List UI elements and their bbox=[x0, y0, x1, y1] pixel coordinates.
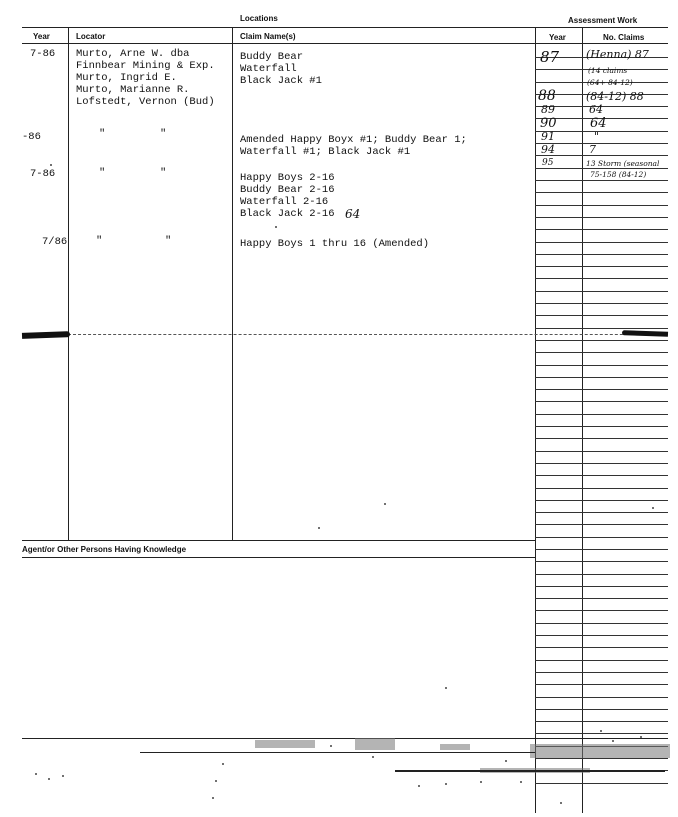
assessment-row-10-claims: 75-158 (84-12) bbox=[590, 170, 647, 179]
assessment-row-line bbox=[535, 586, 668, 587]
assessment-row-5-year: 89 bbox=[541, 103, 555, 116]
scan-speck bbox=[652, 507, 654, 509]
assessment-row-line bbox=[535, 549, 668, 550]
assessment-row-line bbox=[535, 389, 668, 390]
entry-2-claim-2: Waterfall #1; Black Jack #1 bbox=[240, 146, 411, 158]
entry-1-claim-1: Buddy Bear bbox=[240, 51, 304, 63]
assessment-row-line bbox=[535, 266, 668, 267]
entry-3-year: 7-86 bbox=[30, 168, 56, 180]
assessment-row-line bbox=[535, 192, 668, 193]
entry-1-locator-line-3: Murto, Ingrid E. bbox=[76, 72, 177, 84]
scan-speck bbox=[560, 802, 562, 804]
scan-speck bbox=[440, 744, 470, 750]
assessment-row-line bbox=[535, 574, 668, 575]
year-column-header: Year bbox=[33, 32, 50, 41]
assessment-year-claims-divider bbox=[582, 27, 583, 813]
assessment-row-line bbox=[535, 180, 668, 181]
scan-speck bbox=[384, 503, 386, 505]
scan-speck bbox=[318, 527, 320, 529]
entry-2-year: -86 bbox=[22, 131, 41, 143]
entry-1-locator-line-5: Lofstedt, Vernon (Bud) bbox=[76, 96, 215, 108]
entry-1-locator-line-2: Finnbear Mining & Exp. bbox=[76, 60, 215, 72]
assessment-row-8-year: 94 bbox=[541, 143, 555, 156]
assessment-row-line bbox=[535, 635, 668, 636]
scan-speck bbox=[215, 780, 217, 782]
scan-speck bbox=[445, 687, 447, 689]
entry-2-claim-1: Amended Happy Boyx #1; Buddy Bear 1; bbox=[240, 134, 467, 146]
assessment-row-line bbox=[535, 598, 668, 599]
assessment-row-2-claims: (14 claims bbox=[588, 66, 628, 75]
locator-column-header: Locator bbox=[76, 32, 106, 41]
assessment-row-line bbox=[535, 721, 668, 722]
header-bottom-rule bbox=[22, 43, 668, 44]
assessment-row-line bbox=[535, 733, 668, 734]
scan-speck bbox=[520, 781, 522, 783]
assessment-row-line bbox=[535, 414, 668, 415]
assessment-row-9-year: 95 bbox=[542, 158, 554, 168]
assessment-row-line bbox=[535, 475, 668, 476]
scan-speck bbox=[255, 740, 315, 748]
scan-speck bbox=[48, 778, 50, 780]
scan-speck bbox=[275, 226, 277, 228]
assessment-row-line bbox=[535, 242, 668, 243]
entry-3-ditto-a: " bbox=[99, 167, 106, 179]
assessment-row-line bbox=[535, 229, 668, 230]
assessment-row-line bbox=[535, 315, 668, 316]
assessment-row-line bbox=[535, 463, 668, 464]
assessment-row-line bbox=[535, 561, 668, 562]
assessment-row-line bbox=[535, 709, 668, 710]
assessment-row-line bbox=[535, 291, 668, 292]
assessment-row-line bbox=[535, 217, 668, 218]
assessment-row-line bbox=[535, 352, 668, 353]
assessment-row-line bbox=[535, 623, 668, 624]
left-edge-marker bbox=[22, 331, 70, 339]
assessment-row-line bbox=[535, 647, 668, 648]
scan-speck bbox=[212, 797, 214, 799]
scan-speck bbox=[612, 740, 614, 742]
assessment-row-line bbox=[535, 610, 668, 611]
entry-4-ditto-a: " bbox=[96, 235, 103, 247]
assessment-row-line bbox=[535, 205, 668, 206]
claims-assessment-divider bbox=[535, 27, 536, 813]
agent-header-rule bbox=[22, 557, 535, 558]
entry-3-handwritten-note: 64 bbox=[345, 207, 361, 221]
scan-speck bbox=[505, 760, 507, 762]
assessment-row-line bbox=[535, 500, 668, 501]
assessment-row-4-claims: (84-12) 88 bbox=[586, 90, 644, 103]
assessment-row-line bbox=[535, 168, 668, 169]
assessment-row-1-claims: (Henna) 87 bbox=[586, 48, 649, 61]
assessment-row-line bbox=[535, 340, 668, 341]
entry-3-claim-3: Waterfall 2-16 bbox=[240, 196, 329, 208]
locator-claims-divider bbox=[232, 27, 233, 540]
entry-1-claim-2: Waterfall bbox=[240, 63, 297, 75]
assessment-row-line bbox=[535, 365, 668, 366]
scan-speck bbox=[35, 773, 37, 775]
agent-section-header: Agent/or Other Persons Having Knowledge bbox=[22, 545, 187, 554]
scan-speck bbox=[445, 783, 447, 785]
assessment-row-line bbox=[535, 426, 668, 427]
assessment-row-8-claims: 7 bbox=[589, 143, 596, 156]
right-edge-marker bbox=[622, 330, 668, 337]
scan-speck bbox=[600, 730, 602, 732]
locations-section-bottom-rule bbox=[22, 540, 535, 541]
entry-1-year: 7-86 bbox=[30, 48, 56, 60]
year-locator-divider bbox=[68, 27, 69, 540]
entry-1-claim-3: Black Jack #1 bbox=[240, 75, 322, 87]
assessment-row-9-claims: 13 Storm (seasonal bbox=[586, 159, 660, 168]
scan-speck bbox=[395, 770, 665, 772]
assessment-row-6-claims: 64 bbox=[590, 116, 607, 131]
entry-4-ditto-b: " bbox=[165, 235, 172, 247]
entry-2-ditto-a: " bbox=[99, 128, 106, 140]
assessment-row-line bbox=[535, 278, 668, 279]
entry-1-locator-line-1: Murto, Arne W. dba bbox=[76, 48, 190, 60]
section-dashed-divider bbox=[68, 334, 668, 335]
assessment-row-line bbox=[535, 660, 668, 661]
entry-3-ditto-b: " bbox=[160, 167, 167, 179]
assessment-row-line bbox=[535, 438, 668, 439]
entry-4-year: 7/86 bbox=[42, 236, 68, 248]
assessment-row-line bbox=[535, 697, 668, 698]
scan-speck bbox=[640, 736, 642, 738]
scan-speck bbox=[22, 738, 668, 739]
assessment-year-column-header: Year bbox=[549, 33, 566, 42]
assessment-row-line bbox=[535, 451, 668, 452]
assessment-row-line bbox=[535, 254, 668, 255]
entry-1-locator-line-4: Murto, Marianne R. bbox=[76, 84, 190, 96]
assessment-row-line bbox=[535, 328, 668, 329]
scan-speck bbox=[480, 781, 482, 783]
assessment-claims-column-header: No. Claims bbox=[603, 33, 645, 42]
locations-header: Locations bbox=[240, 14, 278, 23]
entry-2-ditto-b: " bbox=[160, 128, 167, 140]
assessment-row-5-claims: 64 bbox=[589, 103, 603, 116]
scan-speck bbox=[50, 164, 52, 166]
scan-speck bbox=[372, 756, 374, 758]
assessment-row-line bbox=[535, 303, 668, 304]
assessment-row-6-year: 90 bbox=[540, 116, 557, 131]
assessment-row-line bbox=[535, 512, 668, 513]
assessment-row-line bbox=[535, 377, 668, 378]
scan-speck bbox=[418, 785, 420, 787]
entry-4-claim-1: Happy Boys 1 thru 16 (Amended) bbox=[240, 238, 430, 250]
assessment-work-header: Assessment Work bbox=[568, 16, 638, 25]
assessment-row-7-year: 91 bbox=[541, 130, 555, 143]
assessment-row-line bbox=[535, 401, 668, 402]
claim-names-column-header: Claim Name(s) bbox=[240, 32, 296, 41]
assessment-row-line bbox=[535, 672, 668, 673]
entry-3-claim-4: Black Jack 2-16 bbox=[240, 208, 335, 220]
assessment-row-line bbox=[535, 488, 668, 489]
scan-speck bbox=[355, 738, 395, 750]
entry-3-claim-1: Happy Boys 2-16 bbox=[240, 172, 335, 184]
assessment-row-line bbox=[535, 684, 668, 685]
entry-3-claim-2: Buddy Bear 2-16 bbox=[240, 184, 335, 196]
assessment-row-4-year: 88 bbox=[538, 88, 556, 104]
scan-speck bbox=[222, 763, 224, 765]
assessment-row-line bbox=[535, 758, 668, 759]
scan-speck bbox=[530, 744, 670, 758]
assessment-row-1-year: 87 bbox=[540, 48, 560, 66]
assessment-row-3-claims: (64+ 84-12) bbox=[587, 78, 633, 87]
assessment-row-line bbox=[535, 524, 668, 525]
assessment-row-7-claims: " bbox=[594, 130, 600, 143]
scan-speck bbox=[330, 745, 332, 747]
scan-speck bbox=[62, 775, 64, 777]
assessment-row-line bbox=[535, 537, 668, 538]
scan-speck bbox=[140, 752, 535, 753]
assessment-row-line bbox=[535, 783, 668, 784]
header-top-rule bbox=[22, 27, 668, 28]
